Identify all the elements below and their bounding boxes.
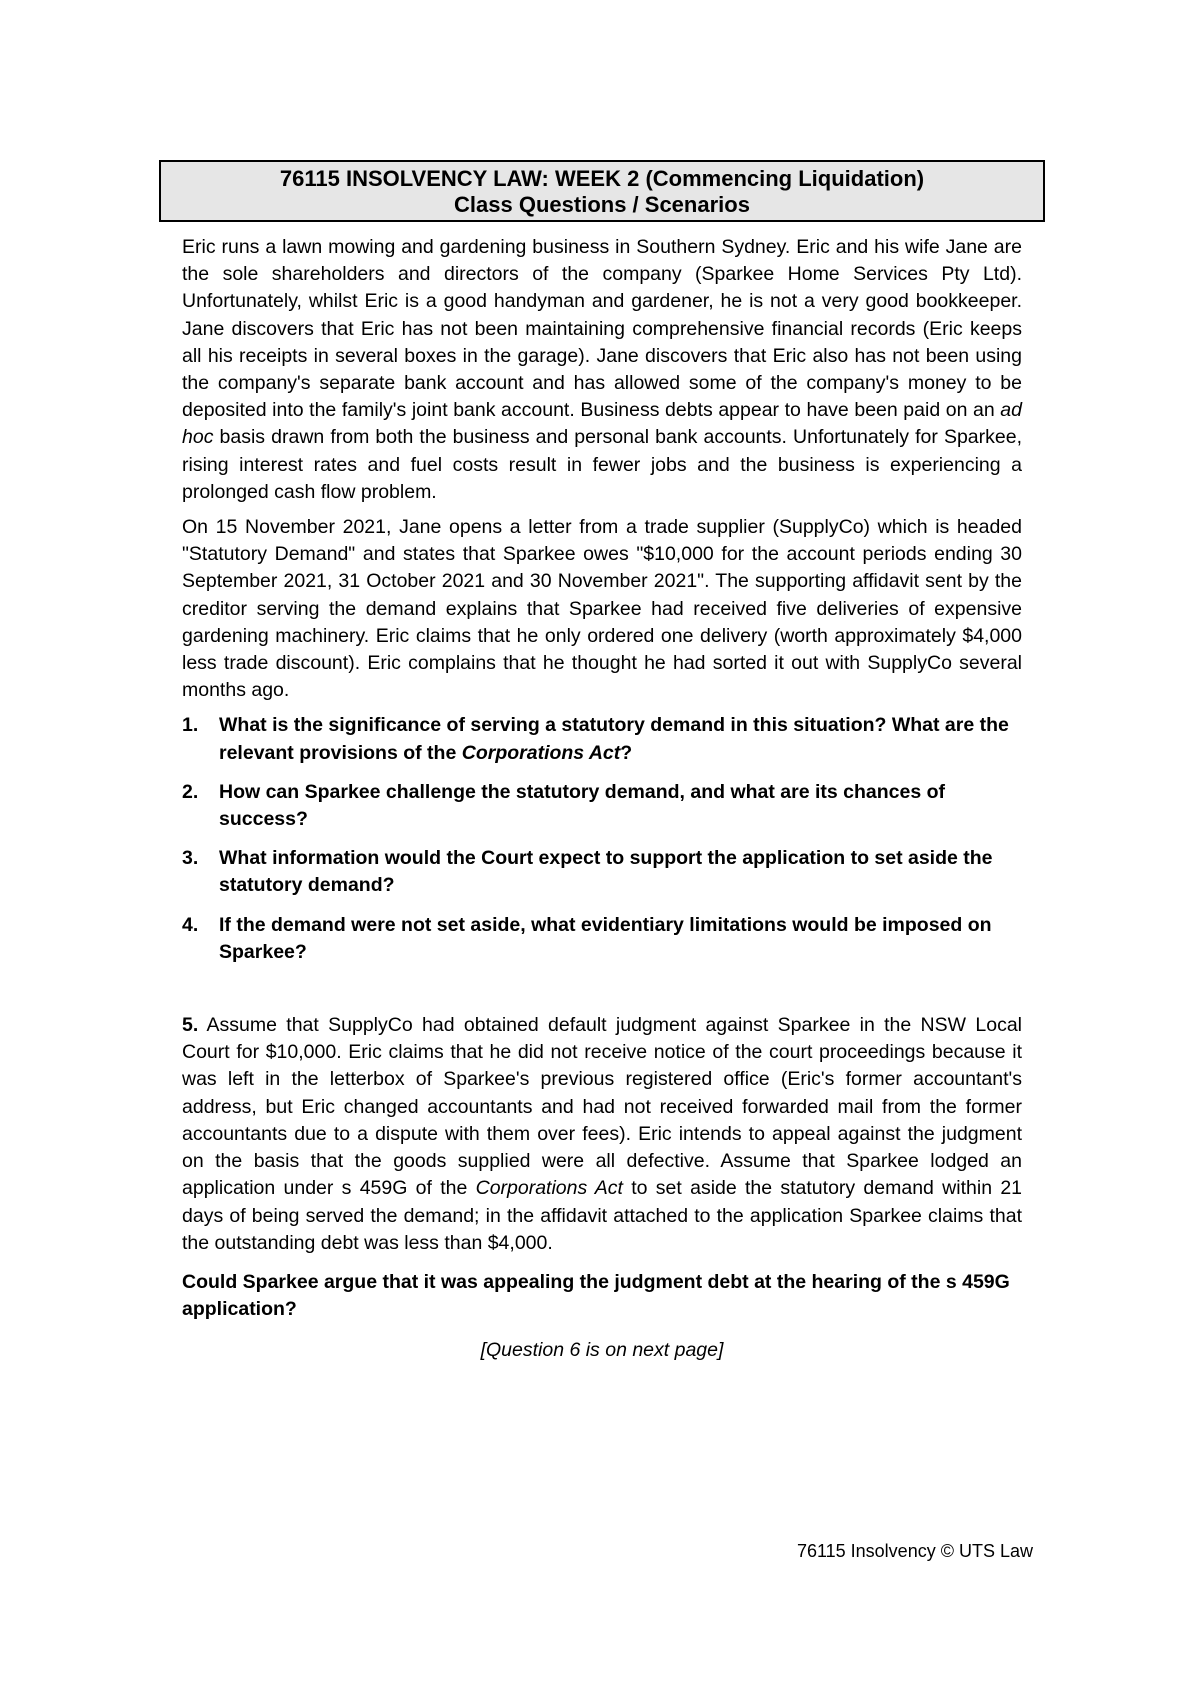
question-text: What information would the Court expect to support the application to set aside the statutory demand? [219,847,993,897]
scenario-paragraph-1 [182,234,1022,506]
next-page-note: [Question 6 is on next page] [480,1339,724,1362]
question-item-3 [182,845,1022,899]
section-spacer [182,978,1022,1012]
question-item-1 [182,712,1022,766]
scenario-paragraph-1-part2: basis drawn from both the business and personal bank accounts. Unfortunately for Sparkee, rising interest rates and fuel costs result in fewer jobs and the business is experiencing a prolonged cash flow problem. [182,426,1022,503]
title-box [159,160,1045,222]
question-item-4 [182,912,1022,966]
question-5-text: Could Sparkee argue that it was appealing the judgment debt at the hearing of the s 459G application? [182,1270,1010,1321]
document-subtitle: Class Questions / Scenarios [454,192,750,217]
question-text: How can Sparkee challenge the statutory demand, and what are its chances of success? [219,780,946,831]
scenario-paragraph-1-part1: Eric runs a lawn mowing and gardening business in Southern Sydney. Eric and his wife Jane are the sole shareholders and directors of the company (Sparkee Home Services Pty Ltd). Unfortunately, whilst Eric is a good handyman and gardener, he is not a very good bookkeeper. Jane discovers that Eric has not been maintaining comprehensive financial records (Eric keeps all his receipts in several boxes in the garage). Jane discovers that Eric also has not been using the company's separate bank account and has allowed some of the company's money to be deposited into the family's joint bank account. Business debts appear to have been paid on an [182,236,1022,422]
question-number: 2. [182,780,199,803]
question-5-number: 5. [182,1014,199,1037]
question-text-end: ? [620,741,633,764]
question-text: If the demand were not set aside, what evidentiary limitations would be imposed on Sparkee? [219,913,992,963]
question-list [182,712,1022,966]
question-number: 1. [182,714,199,737]
scenario-paragraph-1-italic: ad hoc [182,399,1022,449]
question-5-scenario [182,1012,1022,1257]
question-5-part2: to set aside the statutory demand within 21 days of being served the demand; in the affidavit attached to the application Sparkee claims that the outstanding debt was less than $4,000. [182,1177,1023,1254]
scenario-paragraph-2: On 15 November 2021, Jane opens a letter from a trade supplier (SupplyCo) which is headed "Statutory Demand" and states that Sparkee owes "$10,000 for the account periods ending 30 September 2021, 31 October 2021 and 30 November 2021". The supporting affidavit sent by the creditor serving the demand explains that Sparkee had received five deliveries of expensive gardening machinery. Eric claims that he only ordered one delivery (worth approximately $4,000 less trade discount). Eric complains that he thought he had sorted it out with SupplyCo several months ago. [182,516,1022,702]
page-footer: 76115 Insolvency © UTS Law [796,1541,1033,1561]
question-number: 4. [182,913,199,936]
question-text: What is the significance of serving a statutory demand in this situation? What are the relevant provisions of the [219,714,1009,764]
question-5-part1: Assume that SupplyCo had obtained default judgment against Sparkee in the NSW Local Court for $10,000. Eric claims that he did not receive notice of the court proceedings because it was left in the letterbox of Sparkee's previous registered office (Eric's former accountant's address, but Eric changed accountants and had not received forwarded mail from the former accountants due to a dispute with them over fees). Eric intends to appeal against the judgment on the basis that the goods supplied were all defective. Assume that Sparkee lodged an application under s 459G of the [182,1014,1022,1200]
question-5-italic: Corporations Act [475,1177,623,1200]
document-body [182,234,1022,1384]
question-number: 3. [182,847,199,870]
document-title: 76115 INSOLVENCY LAW: WEEK 2 (Commencing Liquidation) [279,166,925,191]
question-text-italic: Corporations Act [461,741,621,764]
question-item-2 [182,779,1022,833]
